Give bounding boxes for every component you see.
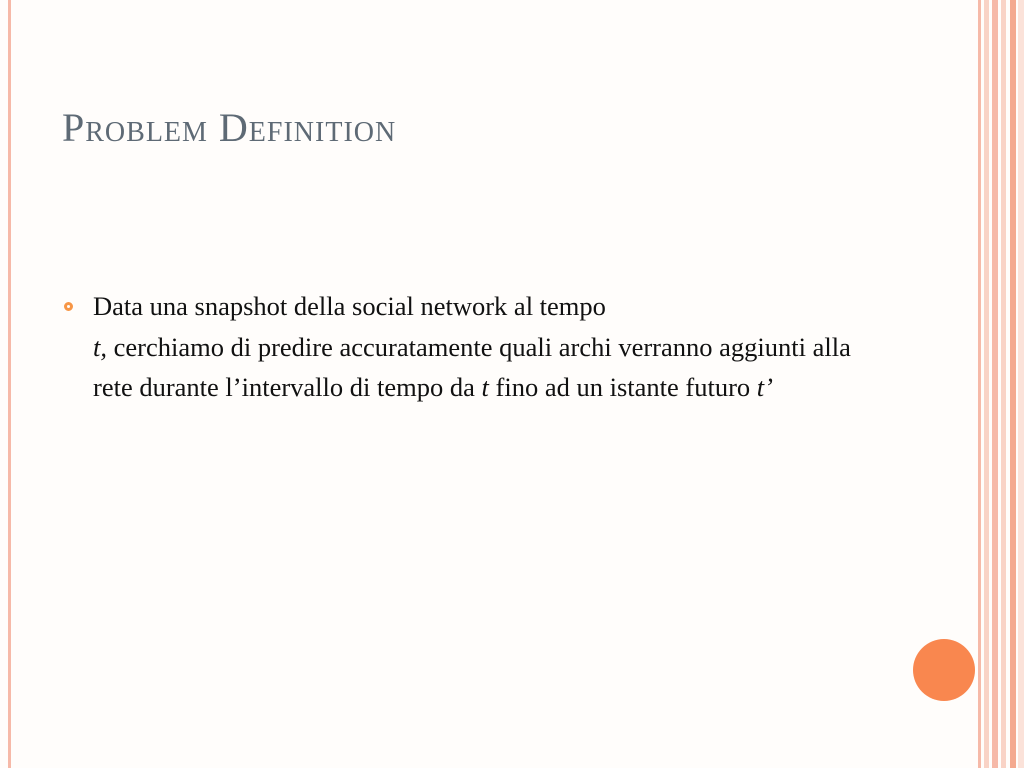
decorative-stripe	[984, 0, 989, 768]
bullet-ring-icon	[64, 302, 73, 311]
bullet-text	[93, 286, 882, 408]
decorative-circle	[913, 639, 975, 701]
slide-title: Problem Definition	[62, 105, 397, 150]
variable-t: t,	[93, 331, 107, 362]
bullet-text-part2: cerchiamo di predire accuratamente quali archi verranno aggiunti alla rete durante l’intervallo di tempo da	[93, 331, 851, 402]
decorative-stripe	[1010, 0, 1016, 768]
bullet-item	[62, 286, 882, 408]
decorative-stripe	[1018, 0, 1024, 768]
variable-t: t	[481, 372, 489, 402]
bullet-text-part3: fino ad un istante futuro	[488, 372, 757, 402]
variable-t-prime: t’	[756, 372, 773, 402]
decorative-stripe	[1001, 0, 1006, 768]
left-border-line	[8, 0, 11, 768]
slide-content	[62, 286, 882, 408]
bullet-text-part1: Data una snapshot della social network al tempo	[93, 291, 606, 321]
decorative-stripe	[978, 0, 981, 768]
decorative-stripe	[992, 0, 998, 768]
